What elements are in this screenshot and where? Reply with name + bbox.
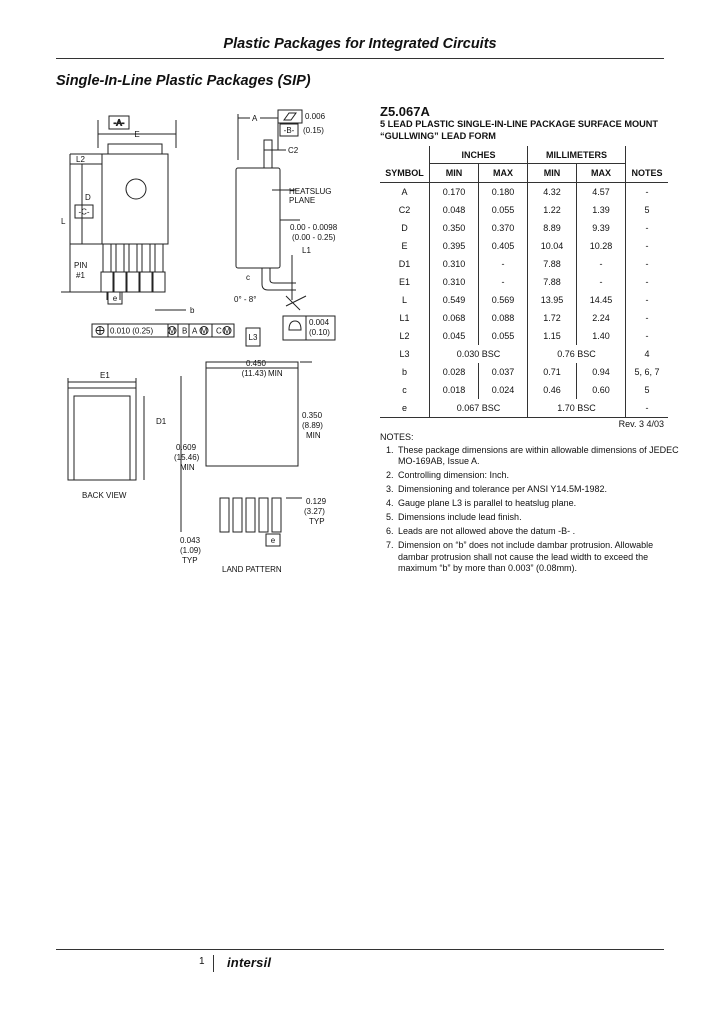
dimension-table xyxy=(380,146,668,418)
table-row xyxy=(380,201,668,219)
lp-height-min: MIN xyxy=(306,431,321,440)
table-cell: 2.24 xyxy=(577,309,626,327)
datum-b-label: -B- xyxy=(283,126,295,135)
page-number: 1 xyxy=(199,956,205,967)
table-cell: 7.88 xyxy=(528,273,577,291)
table-cell: e xyxy=(380,399,430,418)
flatness-in: 0.006 xyxy=(305,112,326,121)
pin1-label: #1 xyxy=(76,271,85,280)
land-pattern xyxy=(174,359,327,574)
table-cell: D xyxy=(401,223,408,233)
table-row xyxy=(380,273,668,291)
pad-height-mm: (3.27) xyxy=(304,507,325,516)
table-cell: 0.028 xyxy=(430,363,479,381)
heatslug-label-2: PLANE xyxy=(289,196,316,205)
table-row xyxy=(380,291,668,309)
lp-width-mm: (11.43) xyxy=(241,369,267,378)
dim-d1-label: D1 xyxy=(156,417,167,426)
dim-b-label: b xyxy=(190,306,195,315)
table-row xyxy=(380,255,668,273)
table-cell: 0.569 xyxy=(479,291,528,309)
table-cell: 0.088 xyxy=(479,309,528,327)
table-cell: - xyxy=(577,255,626,273)
note-item: 7. Dimension on “b” does not include dambar protrusion. Allowable dambar protrusion shall not cause the lead width to exceed the maximum “b” by more than 0.003” (0.08mm). xyxy=(396,540,680,574)
land-pads xyxy=(220,498,281,532)
dim-l2-label: L2 xyxy=(76,155,85,164)
table-cell: 0.71 xyxy=(528,363,577,381)
flatness-mm: (0.15) xyxy=(303,126,324,135)
table-cell: 14.45 xyxy=(577,291,626,309)
table-cell: L2 xyxy=(399,331,410,341)
table-cell: 0.024 xyxy=(479,381,528,399)
table-cell: 0.94 xyxy=(577,363,626,381)
table-cell: - xyxy=(479,255,528,273)
header-mm-max: MAX xyxy=(577,164,626,183)
table-cell: 8.89 xyxy=(528,219,577,237)
table-row xyxy=(380,183,668,202)
table-cell: 5, 6, 7 xyxy=(626,363,669,381)
revision: Rev. 3 4/03 xyxy=(618,419,664,429)
header-inches: INCHES xyxy=(430,146,528,164)
notes-title: NOTES: xyxy=(380,432,414,442)
table-cell: 10.04 xyxy=(528,237,577,255)
table-cell: 0.350 xyxy=(430,219,479,237)
table-cell: 5 xyxy=(626,201,669,219)
lp-height-in: 0.350 xyxy=(302,411,323,420)
header-millimeters: MILLIMETERS xyxy=(528,146,626,164)
table-cell: 1.40 xyxy=(577,327,626,345)
table-cell: 5 xyxy=(626,381,669,399)
side-view xyxy=(234,110,338,346)
coplanarity-in: 0.004 xyxy=(309,318,330,327)
dim-e1-label: E1 xyxy=(100,371,110,380)
table-cell: E xyxy=(401,241,408,251)
lp-total-in: 0.609 xyxy=(176,443,197,452)
header-in-max: MAX xyxy=(479,164,528,183)
fcf-m3: M xyxy=(223,326,231,336)
datum-a-label: -A- xyxy=(113,118,125,128)
note-item: 6. Leads are not allowed above the datum -B- . xyxy=(396,526,680,537)
table-cell: 10.28 xyxy=(577,237,626,255)
table-cell: 0.055 xyxy=(479,201,528,219)
fcf-a: A xyxy=(192,326,198,336)
table-cell: E1 xyxy=(398,277,410,287)
note-item: 2. Controlling dimension: Inch. xyxy=(396,470,680,481)
note-item: 1. These package dimensions are within allowable dimensions of JEDEC MO-169AB, Issue A. xyxy=(396,445,680,468)
table-cell: 0.310 xyxy=(430,255,479,273)
table-cell: - xyxy=(626,327,669,345)
table-row xyxy=(380,309,668,327)
datum-c-label: -C- xyxy=(78,207,90,217)
table-cell: A xyxy=(401,187,408,197)
mounting-hole xyxy=(126,179,146,199)
dim-c2-label: C2 xyxy=(288,146,299,155)
pad-height-typ: TYP xyxy=(309,517,325,526)
note-item: 3. Dimensioning and tolerance per ANSI Y14.5M-1982. xyxy=(396,484,680,495)
table-cell: - xyxy=(626,183,669,202)
feature-control-frame xyxy=(92,324,234,337)
table-cell: 1.72 xyxy=(528,309,577,327)
table-cell: 0.045 xyxy=(430,327,479,345)
table-cell: 1.22 xyxy=(528,201,577,219)
header-notes: NOTES xyxy=(626,164,669,183)
table-cell: 0.60 xyxy=(577,381,626,399)
dim-d-label: D xyxy=(85,193,91,202)
table-cell: - xyxy=(626,219,669,237)
table-cell: - xyxy=(626,237,669,255)
dim-l-label: L xyxy=(61,217,66,226)
fcf-tolerance: 0.010 (0.25) xyxy=(110,326,154,336)
pad-width-in: 0.043 xyxy=(180,536,201,545)
fcf-m1: M xyxy=(168,326,176,336)
table-cell: 0.405 xyxy=(479,237,528,255)
table-cell: L3 xyxy=(399,349,410,359)
table-cell: 0.395 xyxy=(430,237,479,255)
pad-height-in: 0.129 xyxy=(306,497,327,506)
front-view xyxy=(61,116,195,315)
package-desc-line1: 5 LEAD PLASTIC SINGLE-IN-LINE PACKAGE SURFACE MOUNT xyxy=(380,119,659,129)
table-cell: C2 xyxy=(398,205,411,215)
table-cell: - xyxy=(626,273,669,291)
lp-width-in: 0.450 xyxy=(245,359,267,368)
table-cell: 1.39 xyxy=(577,201,626,219)
land-pattern-caption: LAND PATTERN xyxy=(222,565,282,574)
table-cell: 0.030 BSC xyxy=(430,345,528,363)
pin-label: PIN xyxy=(74,261,88,270)
table-cell: 0.46 xyxy=(528,381,577,399)
front-leads xyxy=(101,244,165,292)
back-view-caption: BACK VIEW xyxy=(82,491,127,500)
table-cell: 0.170 xyxy=(430,183,479,202)
table-cell: 0.549 xyxy=(430,291,479,309)
lp-total-mm: (15.46) xyxy=(174,453,200,462)
table-cell: 4.32 xyxy=(528,183,577,202)
angle-label: 0° - 8° xyxy=(234,295,257,304)
footer-rule xyxy=(56,949,664,950)
table-cell: 7.88 xyxy=(528,255,577,273)
table-cell: 0.76 BSC xyxy=(528,345,626,363)
table-cell: 1.70 BSC xyxy=(528,399,626,418)
table-cell: L xyxy=(401,295,407,305)
table-cell: - xyxy=(626,309,669,327)
table-cell: c xyxy=(402,385,407,395)
table-cell: D1 xyxy=(398,259,411,269)
table-cell: 13.95 xyxy=(528,291,577,309)
standoff-in: 0.00 - 0.0098 xyxy=(290,223,338,232)
table-cell: 0.068 xyxy=(430,309,479,327)
lp-height-mm: (8.89) xyxy=(302,421,323,430)
lp-total-min: MIN xyxy=(180,463,195,472)
header-symbol: SYMBOL xyxy=(380,164,430,183)
section-title: Single-In-Line Plastic Packages (SIP) xyxy=(56,73,311,89)
header-mm-min: MIN xyxy=(528,164,577,183)
table-row xyxy=(380,327,668,345)
table-cell: - xyxy=(626,291,669,309)
table-cell: 4.57 xyxy=(577,183,626,202)
footer-divider xyxy=(213,955,214,972)
table-cell: 0.055 xyxy=(479,327,528,345)
table-cell: 0.370 xyxy=(479,219,528,237)
note-item: 5. Dimensions include lead finish. xyxy=(396,512,680,523)
table-row xyxy=(380,363,668,381)
table-cell: - xyxy=(479,273,528,291)
header-in-min: MIN xyxy=(430,164,479,183)
table-cell: 0.037 xyxy=(479,363,528,381)
table-cell: 0.067 BSC xyxy=(430,399,528,418)
document-title: Plastic Packages for Integrated Circuits xyxy=(223,36,497,52)
table-row xyxy=(380,399,668,418)
table-cell: 0.310 xyxy=(430,273,479,291)
table-row xyxy=(380,219,668,237)
lp-width-min: MIN xyxy=(268,369,283,378)
dim-a-label: A xyxy=(252,114,258,123)
dim-e-label: E xyxy=(134,130,140,139)
fcf-b: B xyxy=(182,326,188,336)
package-description xyxy=(380,118,658,142)
dim-e-pitch-label: e xyxy=(112,294,118,303)
table-cell: 0.048 xyxy=(430,201,479,219)
table-cell: b xyxy=(401,367,407,377)
fcf-c: C xyxy=(216,326,222,336)
standoff-mm: (0.00 - 0.25) xyxy=(292,233,336,242)
dim-l3-label: L3 xyxy=(248,333,258,342)
intersil-logo: intersil xyxy=(227,955,272,970)
table-row xyxy=(380,237,668,255)
table-cell: L1 xyxy=(399,313,410,323)
table-row xyxy=(380,345,668,363)
pad-width-mm: (1.09) xyxy=(180,546,201,555)
coplanarity-mm: (0.10) xyxy=(309,328,330,337)
table-cell: 9.39 xyxy=(577,219,626,237)
table-cell: - xyxy=(626,255,669,273)
fcf-m2: M xyxy=(200,326,208,336)
package-desc-line2: “GULLWING” LEAD FORM xyxy=(380,131,496,141)
table-cell: 4 xyxy=(626,345,669,363)
table-row xyxy=(380,381,668,399)
table-cell: 0.018 xyxy=(430,381,479,399)
heatslug-label-1: HEATSLUG xyxy=(289,187,332,196)
back-view xyxy=(68,371,167,500)
pad-width-typ: TYP xyxy=(182,556,198,565)
table-cell: - xyxy=(577,273,626,291)
table-cell: - xyxy=(626,399,669,418)
lp-pitch-label: e xyxy=(270,536,276,545)
table-cell: 0.180 xyxy=(479,183,528,202)
package-drawing xyxy=(56,100,376,580)
header-rule xyxy=(56,58,664,59)
notes-list xyxy=(380,445,680,577)
dim-l1-label: L1 xyxy=(302,246,311,255)
dim-c-label: c xyxy=(246,273,250,282)
note-item: 4. Gauge plane L3 is parallel to heatslug plane. xyxy=(396,498,680,509)
table-cell: 1.15 xyxy=(528,327,577,345)
package-code: Z5.067A xyxy=(380,104,430,119)
